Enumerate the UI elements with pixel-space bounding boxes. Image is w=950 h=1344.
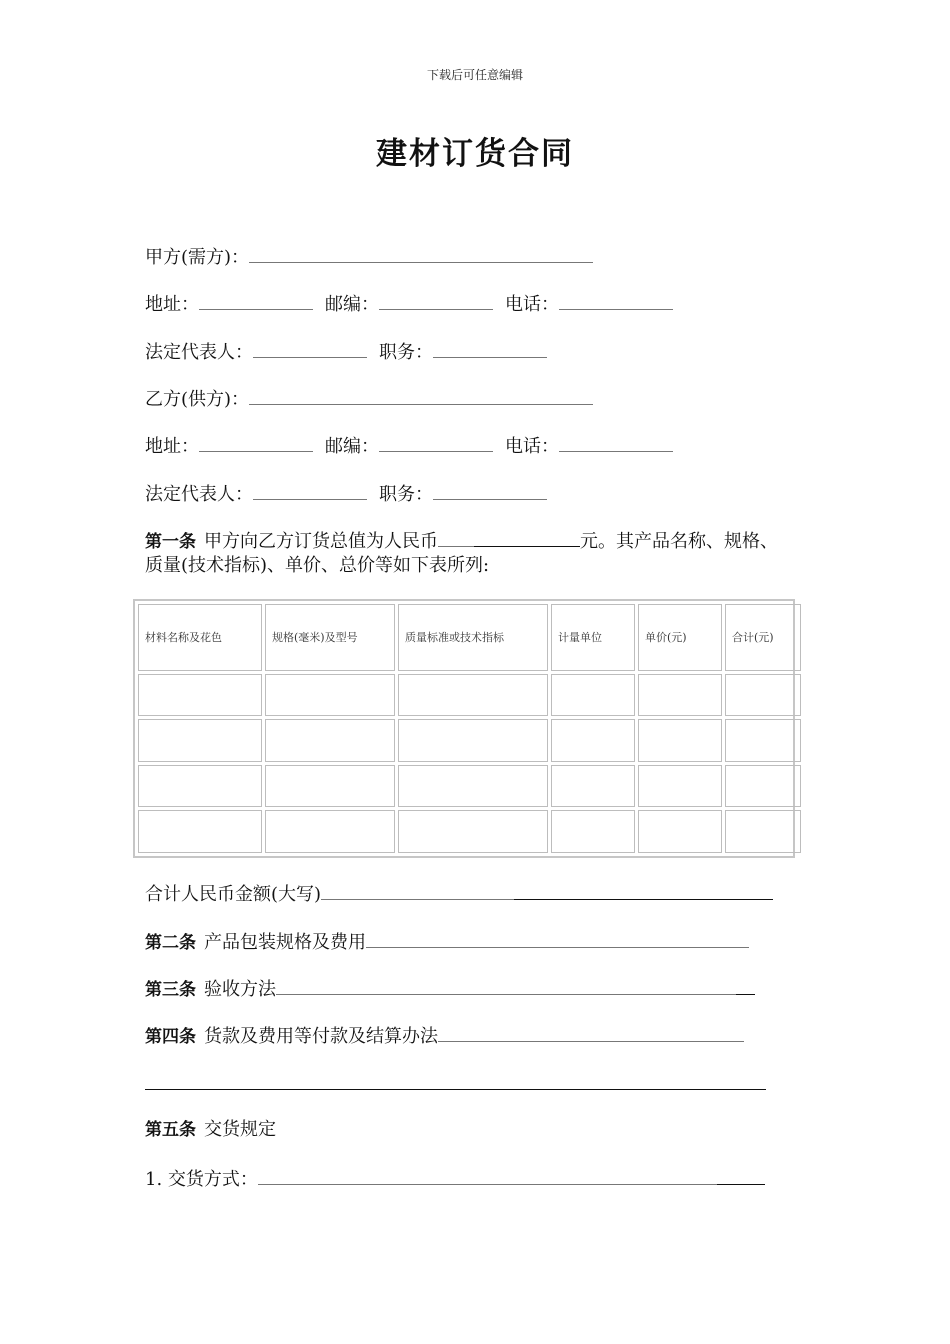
party-b-postcode-label: 邮编：: [325, 436, 379, 457]
table-row: [138, 765, 801, 808]
table-row: [138, 719, 801, 762]
table-row: [138, 674, 801, 717]
table-cell[interactable]: [138, 719, 262, 762]
table-header-cell: 规格(毫米)及型号: [265, 604, 395, 671]
article1-text-a: 甲方向乙方订货总值为人民币: [204, 531, 438, 552]
party-a-line: [145, 243, 593, 271]
party-b-label: 乙方(供方)：: [145, 389, 250, 410]
article3-line: [145, 975, 755, 1003]
table-cell[interactable]: [138, 810, 262, 853]
article1-text-b: 元。其产品名称、规格、: [580, 531, 778, 552]
table-header-cell: 单价(元): [638, 604, 722, 671]
article4-heading: 第四条: [145, 1027, 196, 1047]
party-a-postcode-label: 邮编：: [325, 294, 379, 315]
party-b-legal-rep-field[interactable]: [253, 480, 367, 500]
party-a-address-label: 地址：: [145, 294, 199, 315]
article1-heading: 第一条: [145, 532, 196, 552]
article2-line: [145, 928, 749, 956]
table-cell[interactable]: [265, 765, 395, 808]
header-note: 下载后可任意编辑: [426, 68, 523, 82]
total-amount-field-2[interactable]: [514, 880, 773, 900]
article1-amount-field[interactable]: [438, 527, 474, 547]
article5-text: 交货规定: [204, 1119, 276, 1140]
party-a-phone-field[interactable]: [559, 290, 673, 310]
table-cell[interactable]: [398, 719, 548, 762]
party-b-position-field[interactable]: [433, 480, 547, 500]
party-b-rep-line: [145, 480, 547, 508]
party-a-legal-rep-field[interactable]: [253, 338, 367, 358]
table-cell[interactable]: [551, 674, 635, 717]
table-cell[interactable]: [725, 719, 801, 762]
party-b-postcode-field[interactable]: [379, 432, 493, 452]
total-amount-line: [145, 880, 773, 908]
party-a-legal-rep-label: 法定代表人：: [145, 342, 253, 363]
article3-text: 验收方法: [204, 979, 276, 1000]
delivery-method-label: 1. 交货方式：: [145, 1169, 258, 1190]
delivery-method-line: [145, 1165, 765, 1193]
party-b-phone-field[interactable]: [559, 432, 673, 452]
article5-line: [145, 1117, 276, 1143]
table-header-cell: 材料名称及花色: [138, 604, 262, 671]
party-b-legal-rep-label: 法定代表人：: [145, 484, 253, 505]
party-b-phone-label: 电话：: [505, 436, 559, 457]
table-header-cell: 质量标准或技术指标: [398, 604, 548, 671]
total-amount-label: 合计人民币金额(大写): [145, 884, 322, 905]
table-cell[interactable]: [138, 765, 262, 808]
table-cell[interactable]: [638, 765, 722, 808]
article2-field[interactable]: [366, 928, 749, 948]
party-a-name-field[interactable]: [249, 243, 593, 263]
table-cell[interactable]: [398, 765, 548, 808]
party-b-position-label: 职务：: [379, 484, 433, 505]
party-b-address-label: 地址：: [145, 436, 199, 457]
table-cell[interactable]: [725, 810, 801, 853]
party-b-name-field[interactable]: [249, 385, 593, 405]
table-cell[interactable]: [725, 674, 801, 717]
table-cell[interactable]: [138, 674, 262, 717]
article4-line: [145, 1022, 744, 1050]
party-a-phone-label: 电话：: [505, 294, 559, 315]
table-row: [138, 810, 801, 853]
party-b-contact-line: [145, 432, 673, 460]
article4-continuation-line[interactable]: [145, 1089, 766, 1090]
article1-amount-field-2[interactable]: [474, 527, 580, 547]
table-header-cell: 合计(元): [725, 604, 801, 671]
table-cell[interactable]: [551, 765, 635, 808]
delivery-method-field[interactable]: [258, 1165, 717, 1185]
party-b-address-field[interactable]: [199, 432, 313, 452]
article4-text: 货款及费用等付款及结算办法: [204, 1026, 438, 1047]
party-a-position-label: 职务：: [379, 342, 433, 363]
table-cell[interactable]: [265, 674, 395, 717]
article3-field[interactable]: [276, 975, 736, 995]
table-cell[interactable]: [638, 674, 722, 717]
table-cell[interactable]: [551, 719, 635, 762]
delivery-method-field-2[interactable]: [717, 1165, 765, 1185]
party-b-line: [145, 385, 593, 413]
article1-line1: [145, 527, 778, 555]
article4-field[interactable]: [438, 1022, 744, 1042]
party-a-position-field[interactable]: [433, 338, 547, 358]
party-a-contact-line: [145, 290, 673, 318]
table-cell[interactable]: [638, 810, 722, 853]
article1-line2: 质量(技术指标)、单价、总价等如下表所列:: [145, 555, 490, 576]
article3-field-2[interactable]: [736, 975, 755, 995]
table-cell[interactable]: [398, 810, 548, 853]
article5-heading: 第五条: [145, 1120, 196, 1140]
table-cell[interactable]: [265, 719, 395, 762]
table-cell[interactable]: [265, 810, 395, 853]
table-cell[interactable]: [398, 674, 548, 717]
party-a-rep-line: [145, 338, 547, 366]
article2-text: 产品包装规格及费用: [204, 932, 366, 953]
table-cell[interactable]: [638, 719, 722, 762]
contract-title: 建材订货合同: [376, 136, 574, 172]
table-header-row: [138, 604, 801, 671]
article3-heading: 第三条: [145, 980, 196, 1000]
party-a-address-field[interactable]: [199, 290, 313, 310]
table-cell[interactable]: [551, 810, 635, 853]
table-header-cell: 计量单位: [551, 604, 635, 671]
party-a-postcode-field[interactable]: [379, 290, 493, 310]
article2-heading: 第二条: [145, 933, 196, 953]
spec-table: [133, 599, 795, 858]
table-cell[interactable]: [725, 765, 801, 808]
total-amount-field[interactable]: [321, 880, 514, 900]
party-a-label: 甲方(需方)：: [145, 247, 250, 268]
